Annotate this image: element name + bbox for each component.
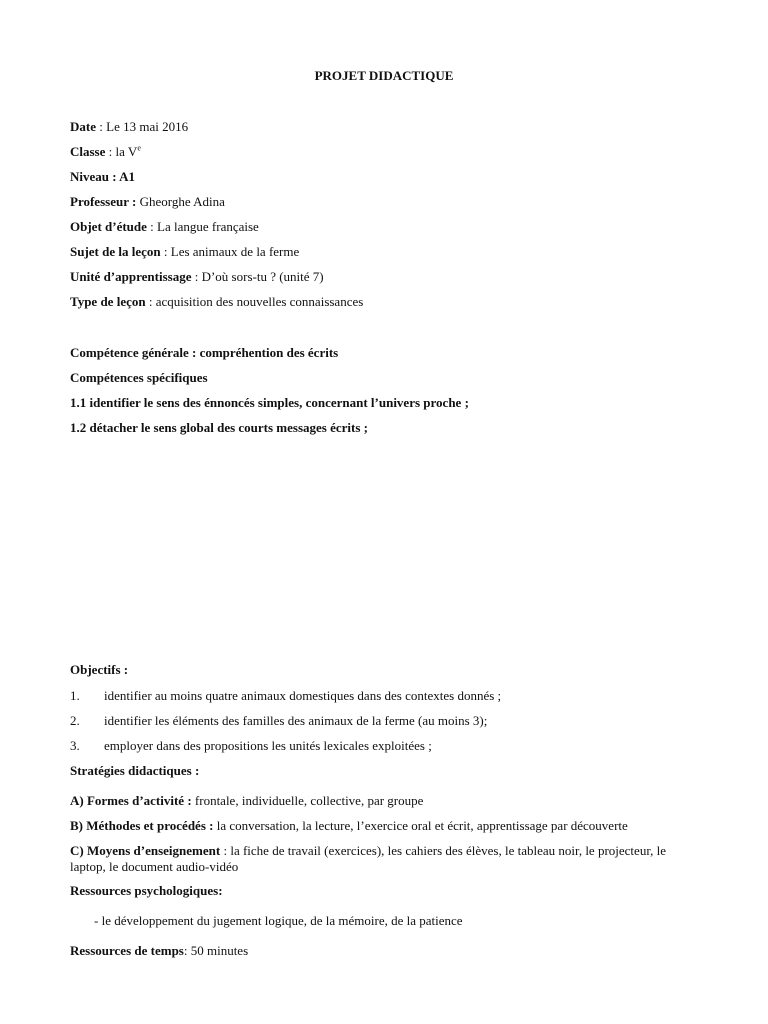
strategie-item: C) Moyens d’enseignement : la fiche de travail (exercices), les cahiers des élèves, le tableau noir, le projecteur, le laptop, le document audio-vidéo [70, 843, 667, 874]
field-classe: Classe : la Ve [70, 143, 141, 159]
field-value: Le 13 mai 2016 [106, 119, 189, 134]
strategie-item: A) Formes d’activité : frontale, individuelle, collective, par groupe [70, 793, 424, 808]
objectif-item [70, 713, 487, 729]
field-sujet-lecon: Sujet de la leçon : Les animaux de la ferme [70, 244, 300, 259]
field-value: la V [115, 144, 138, 159]
field-label: Unité d’apprentissage [70, 269, 192, 284]
field-type-lecon: Type de leçon : acquisition des nouvelles connaissances [70, 294, 364, 309]
competence-generale: Compétence générale : compréhention des écrits [70, 345, 339, 360]
competence-item: 1.1 identifier le sens des énnoncés simples, concernant l’univers proche ; [70, 395, 469, 410]
ressources-psy-heading: Ressources psychologiques: [70, 883, 223, 898]
field-unite: Unité d’apprentissage : D’où sors-tu ? (unité 7) [70, 269, 324, 284]
field-niveau [70, 169, 135, 185]
objectifs-heading: Objectifs : [70, 662, 129, 677]
list-number: 1. [70, 688, 80, 703]
superscript: e [137, 143, 141, 153]
competence-item: 1.2 détacher le sens global des courts messages écrits ; [70, 420, 368, 435]
ressources-temps: Ressources de temps: 50 minutes [70, 943, 249, 958]
ressources-psy-item: - le développement du jugement logique, de la mémoire, de la patience [94, 913, 463, 928]
strategie-item: B) Méthodes et procédés : la conversation, la lecture, l’exercice oral et écrit, apprentissage par découverte [70, 818, 628, 833]
field-label: Niveau : A1 [70, 169, 135, 184]
field-label: Classe [70, 144, 106, 159]
list-text: identifier les éléments des familles des animaux de la ferme (au moins 3); [104, 713, 488, 728]
objectif-item [70, 688, 501, 704]
field-label: Professeur : [70, 194, 137, 209]
field-label: Type de leçon [70, 294, 146, 309]
field-value: D’où sors-tu ? (unité 7) [201, 269, 324, 284]
field-value: Les animaux de la ferme [170, 244, 300, 259]
field-label: Date [70, 119, 96, 134]
competences-specifiques-heading: Compétences spécifiques [70, 370, 208, 385]
field-value: acquisition des nouvelles connaissances [155, 294, 364, 309]
list-number: 3. [70, 738, 80, 753]
field-value: La langue française [157, 219, 259, 234]
strategies-heading: Stratégies didactiques : [70, 763, 200, 778]
field-date: Date : Le 13 mai 2016 [70, 119, 189, 134]
objectif-item [70, 738, 432, 754]
field-value: Gheorghe Adina [139, 194, 225, 209]
document-title: PROJET DIDACTIQUE [314, 68, 454, 83]
field-label: Objet d’étude [70, 219, 147, 234]
list-text: identifier au moins quatre animaux domestiques dans des contextes donnés ; [104, 688, 502, 703]
field-label: Sujet de la leçon [70, 244, 161, 259]
field-professeur [70, 194, 225, 210]
list-number: 2. [70, 713, 80, 728]
field-objet-etude: Objet d’étude : La langue française [70, 219, 259, 234]
list-text: employer dans des propositions les unités lexicales exploitées ; [104, 738, 432, 753]
